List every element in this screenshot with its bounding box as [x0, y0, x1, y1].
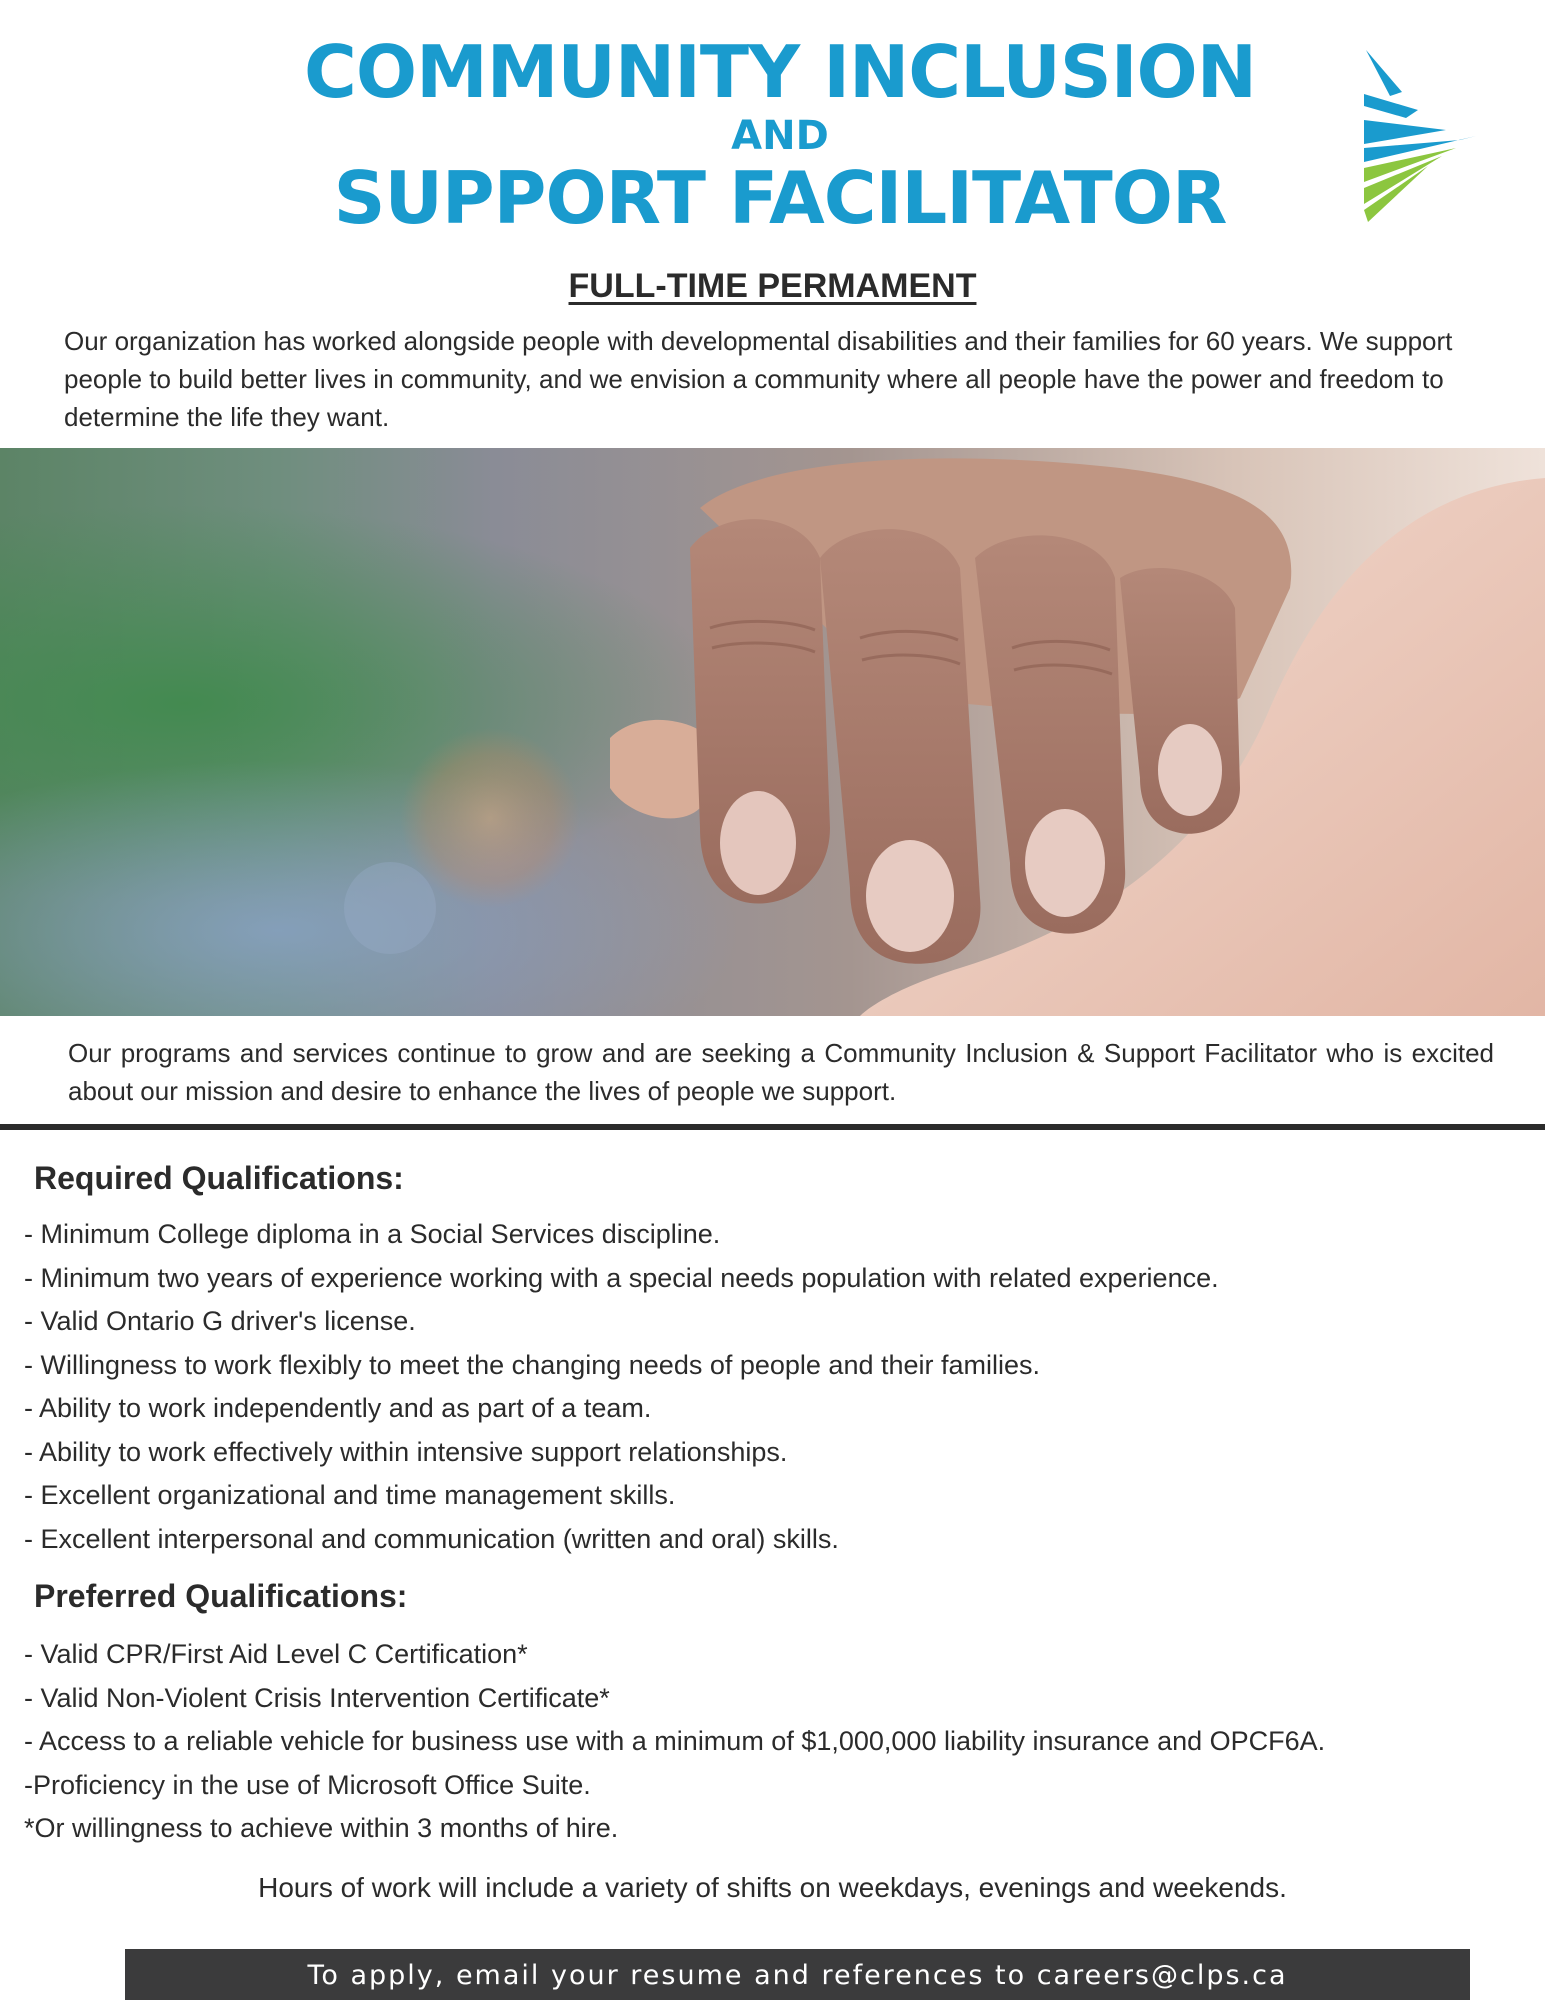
hands-holding-photo	[0, 448, 1545, 1016]
preferred-qualifications-heading: Preferred Qualifications:	[34, 1578, 408, 1614]
work-hours-note: Hours of work will include a variety of shifts on weekdays, evenings and weekends.	[258, 1872, 1287, 1903]
required-qualifications-heading: Required Qualifications:	[34, 1160, 404, 1196]
list-item: - Ability to work effectively within intensive support relationships.	[24, 1436, 788, 1467]
title-line-1: COMMUNITY INCLUSION	[304, 30, 1256, 114]
preferred-qualifications-list	[24, 1633, 1524, 1851]
title-and: AND	[731, 113, 829, 159]
list-item: - Excellent organizational and time management skills.	[24, 1480, 676, 1510]
mission-paragraph: Our programs and services continue to grow and are seeking a Community Inclusion & Support Facilitator who is excited about our mission and desire to enhance the lives of people we support.	[68, 1038, 1494, 1106]
list-item: *Or willingness to achieve within 3 months of hire.	[24, 1813, 619, 1843]
list-item: - Valid Non-Violent Crisis Intervention Certificate*	[24, 1682, 610, 1713]
list-item: - Valid Ontario G driver's license.	[24, 1306, 416, 1336]
list-item: - Minimum two years of experience working with a special needs population with related experience.	[24, 1262, 1219, 1293]
employment-type: FULL-TIME PERMAMENT	[568, 267, 977, 305]
list-item: - Access to a reliable vehicle for business use with a minimum of $1,000,000 liability insurance and OPCF6A.	[24, 1726, 1326, 1756]
list-item: - Valid CPR/First Aid Level C Certification*	[24, 1639, 528, 1669]
required-qualifications-list	[24, 1213, 1524, 1561]
triangle-fan-logo-icon	[1360, 44, 1480, 224]
intro-paragraph: Our organization has worked alongside people with developmental disabilities and their families for 60 years. We support people to build better lives in community, and we envision a community where all people have the power and freedom to determine the life they want.	[64, 326, 1453, 432]
list-item: - Willingness to work flexibly to meet the changing needs of people and their families.	[24, 1349, 1041, 1380]
section-divider	[0, 1124, 1545, 1130]
list-item: - Excellent interpersonal and communication (written and oral) skills.	[24, 1523, 839, 1554]
title-line-2: SUPPORT FACILITATOR	[333, 156, 1227, 240]
list-item: - Minimum College diploma in a Social Services discipline.	[24, 1219, 721, 1249]
apply-instructions-bar: To apply, email your resume and references to careers@clps.ca	[125, 1949, 1470, 2000]
list-item: - Ability to work independently and as part of a team.	[24, 1393, 652, 1423]
list-item: -Proficiency in the use of Microsoft Office Suite.	[24, 1769, 591, 1800]
